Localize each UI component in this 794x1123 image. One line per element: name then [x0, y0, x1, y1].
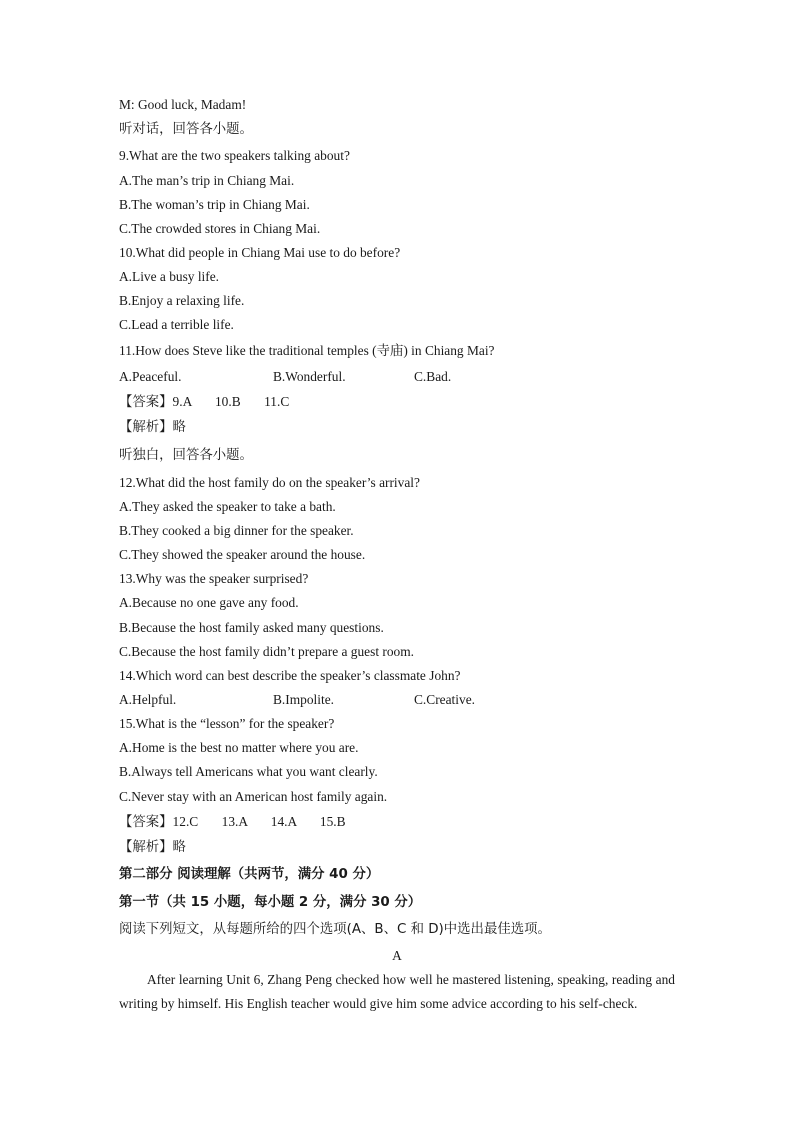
options-11 — [119, 368, 519, 386]
question-10: 10.What did people in Chiang Mai use to do before? — [119, 245, 401, 260]
option-13b: B.Because the host family asked many questions. — [119, 620, 384, 635]
answer-block-1: 【答案】9.A 10.B 11.C — [119, 394, 290, 409]
option-14b: B.Impolite. — [273, 692, 334, 707]
option-13a: A.Because no one gave any food. — [119, 595, 299, 610]
part-two-heading: 第二部分 阅读理解（共两节，满分 40 分） — [119, 867, 380, 882]
question-13: 13.Why was the speaker surprised? — [119, 571, 309, 586]
question-15: 15.What is the “lesson” for the speaker? — [119, 716, 335, 731]
option-11c: C.Bad. — [414, 369, 452, 384]
section-instruction: 听对话，回答各小题。 — [119, 122, 253, 137]
option-11a: A.Peaceful. — [119, 369, 182, 384]
option-10a: A.Live a busy life. — [119, 269, 220, 284]
section-instruction-2: 听独白，回答各小题。 — [119, 448, 253, 463]
analysis-block-1: 【解析】略 — [119, 420, 186, 435]
question-11: 11.How does Steve like the traditional temples (寺庙) in Chiang Mai? — [119, 343, 495, 358]
option-12b: B.They cooked a big dinner for the speaker. — [119, 523, 354, 538]
option-14a: A.Helpful. — [119, 692, 177, 707]
option-11b: B.Wonderful. — [273, 369, 346, 384]
option-9c: C.The crowded stores in Chiang Mai. — [119, 221, 321, 236]
option-9b: B.The woman’s trip in Chiang Mai. — [119, 197, 310, 212]
option-15a: A.Home is the best no matter where you are. — [119, 740, 359, 755]
option-15c: C.Never stay with an American host family again. — [119, 789, 388, 804]
options-14 — [119, 691, 519, 709]
passage-label: A — [392, 948, 402, 963]
option-10c: C.Lead a terrible life. — [119, 317, 234, 332]
analysis-block-2: 【解析】略 — [119, 840, 186, 855]
option-9a: A.The man’s trip in Chiang Mai. — [119, 173, 295, 188]
question-12: 12.What did the host family do on the speaker’s arrival? — [119, 475, 420, 490]
question-14: 14.Which word can best describe the speaker’s classmate John? — [119, 668, 461, 683]
option-10b: B.Enjoy a relaxing life. — [119, 293, 245, 308]
option-12a: A.They asked the speaker to take a bath. — [119, 499, 336, 514]
question-9: 9.What are the two speakers talking about? — [119, 148, 350, 163]
answer-block-2: 【答案】12.C 13.A 14.A 15.B — [119, 814, 346, 829]
option-15b: B.Always tell Americans what you want clearly. — [119, 764, 378, 779]
passage-paragraph: After learning Unit 6, Zhang Peng checked how well he mastered listening, speaking, reading and writing by himself. His English teacher would give him some advice according to his self-check. — [119, 972, 675, 1011]
option-12c: C.They showed the speaker around the house. — [119, 547, 366, 562]
option-14c: C.Creative. — [414, 692, 475, 707]
option-13c: C.Because the host family didn’t prepare a guest room. — [119, 644, 415, 659]
section-one-heading: 第一节（共 15 小题，每小题 2 分，满分 30 分） — [119, 895, 422, 910]
reading-instruction: 阅读下列短文，从每题所给的四个选项(A、B、C 和 D)中选出最佳选项。 — [119, 922, 551, 937]
dialogue-line: M: Good luck, Madam! — [119, 97, 247, 112]
